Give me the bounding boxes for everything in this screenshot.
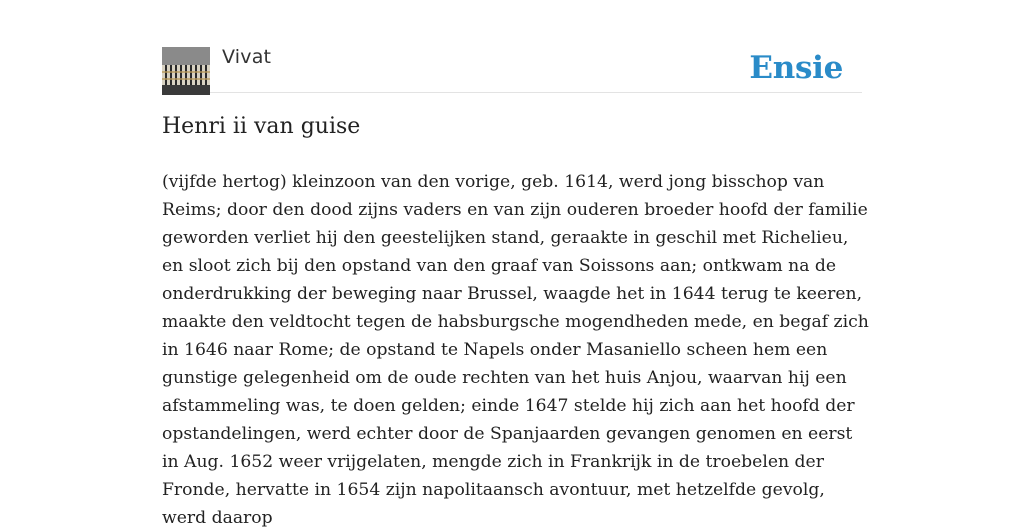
article-body: (vijfde hertog) kleinzoon van den vorige, geb. 1614, werd jong bisschop van Reims; door den dood zijns vaders en van zijn ouderen broeder hoofd der familie geworden verliet hij den geestelijken stand, geraakte in geschil met Richelieu, en sloot zich bij den opstand van den graaf van Soissons aan; ontkwam na de onderdrukking der beweging naar Brussel, waagde het in 1644 terug te keeren, maakte den veldtocht tegen de habsburgsche mogendheden mede, en begaf zich in 1646 naar Rome; de opstand te Napels onder Masaniello scheen hem een gunstige gelegenheid om de oude rechten van het huis Anjou, waarvan hij een afstammeling was, te doen gelden; einde 1647 stelde hij zich aan het hoofd der opstandelingen, werd echter door de Spanjaarden gevangen genomen en eerst in Aug. 1652 weer vrijgelaten, mengde zich in Frankrijk in de troebelen der Fronde, hervatte in 1654 zijn napolitaansch avontuur, met hetzelfde gevolg, werd daarop [162,172,869,528]
book-spines-avatar-icon[interactable] [162,47,210,95]
source-name[interactable]: Vivat [222,46,272,68]
page-title: Henri ii van guise [162,114,361,139]
header [162,46,862,93]
brand-logo[interactable]: Ensie [749,50,843,86]
